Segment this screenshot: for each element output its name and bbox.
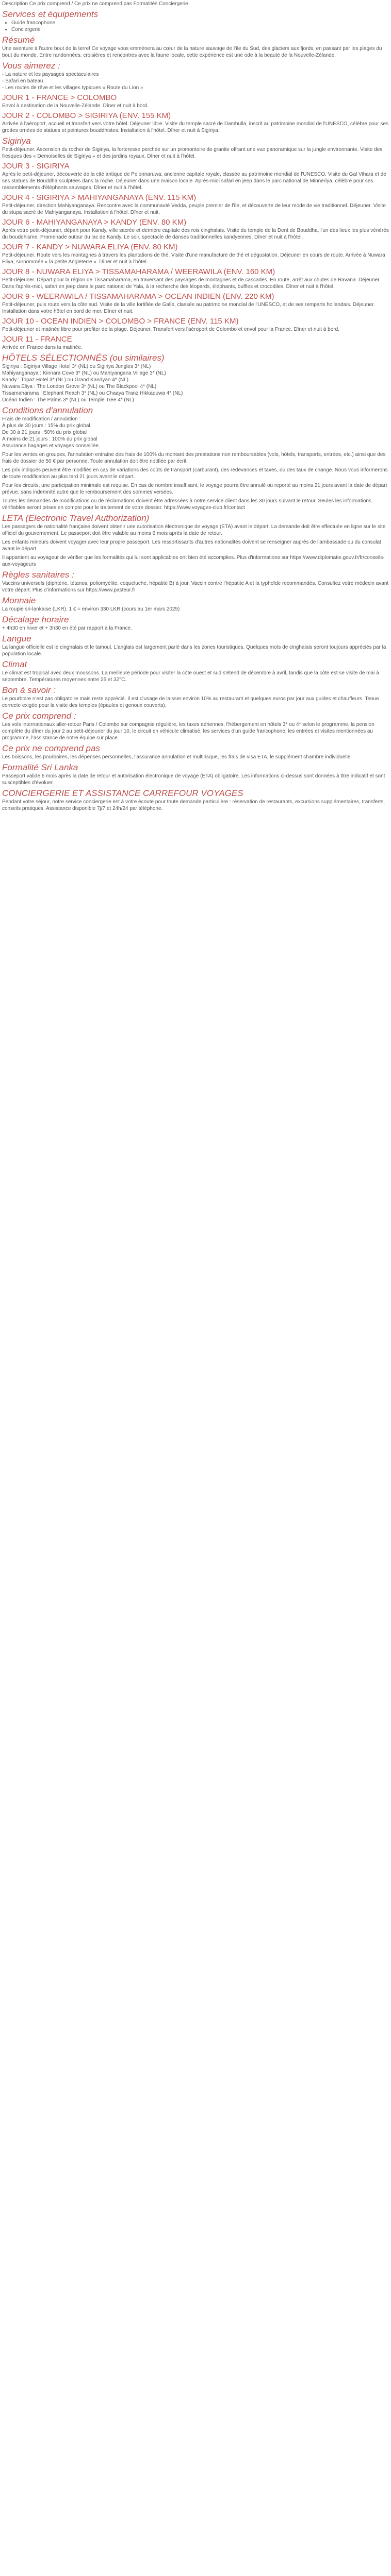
section-heading: Décalage horaire [2,615,69,624]
paragraph: Il appartient au voyageur de vérifier que les formalités qui lui sont applicables ont bien été accomplies. Plus d'informations sur https://www.diplomatie.gouv.fr/fr/conseils-aux-voyageurs [2,555,385,567]
paragraph: Passeport valide 6 mois après la date de retour et autorisation électronique de voyage (ETA) obligatoire. Les informations ci-dessus sont données à titre indicatif et sont susceptibles d'évoluer. [2,773,385,786]
day-heading: JOUR 4 - SIGIRIYA > MAHIYANGANAYA (ENV. 115 KM) [2,193,197,202]
paragraph: Petit-déjeuner et matinée libre pour profiter de la plage. Déjeuner. Transfert vers l'aéroport de Colombo et envol pour la France. Dîner et nuit à bord. [2,327,339,332]
paragraph: Petit-déjeuner. Départ pour la région de Tissamaharama, en traversant des paysages de montagnes et de cascades. En route, arrêt aux chutes de Ravana. Déjeuner. Dans l'après-midi, safari en jeep dans le parc national de Yala, à la recherche des léopards, éléphants, buffles et crocodiles. Dîner et nuit à l'hôtel. [2,277,381,290]
list-item: • Guide francophone [11,20,389,26]
paragraph: Une aventure à l'autre bout de la terre! Ce voyage vous emmènera au cœur de la nature sauvage de l'île du Sud, des glaciers aux fjords, en passant par les plages du bout du monde. Entre randonnées, croisières et rencontres avec la faune locale, cette expérience est une ode à la beauté de la Nouvelle-Zélande. [2,46,382,58]
paragraph: Petit-déjeuner, puis route vers la côte sud. Visite de la ville fortifiée de Galle, classée au patrimoine mondial de l'UNESCO, et de ses remparts hollandais. Déjeuner. Installation dans votre hôtel en bord de mer. Dîner et nuit. [2,302,375,314]
list-item: • Conciergerie [11,26,389,33]
section-heading: Bon à savoir : [2,685,56,695]
paragraph: La roupie sri-lankaise (LKR). 1 € = environ 330 LKR (cours au 1er mars 2025) [2,606,180,612]
section-heading: Sigiriya [2,136,31,146]
section-heading: Climat [2,659,27,669]
section-heading: Vous aimerez : [2,61,60,71]
section-heading: Résumé [2,35,35,45]
section-heading: CONCIERGERIE ET ASSISTANCE CARREFOUR VOYAGES [2,788,243,798]
paragraph: Petit-déjeuner. Ascension du rocher de Sigiriya, la forteresse perchée sur un promontoire de granite offrant une vue panoramique sur la jungle environnante. Visite des fresques des « Demoiselles de Sigiriya » et des jardins royaux. Dîner et nuit à l'hôtel. [2,147,383,159]
day-heading: JOUR 6 - MAHIYANGANAYA > KANDY (ENV. 80 KM) [2,218,187,227]
day-heading: JOUR 3 - SIGIRIYA [2,162,70,171]
section-heading: LETA (Electronic Travel Authorization) [2,513,150,523]
paragraph: Arrivée en France dans la matinée. [2,345,83,350]
day-heading: JOUR 2 - COLOMBO > SIGIRIYA (ENV. 155 KM) [2,111,171,120]
section-heading: Règles sanitaires : [2,570,74,580]
paragraph: Après le petit-déjeuner, découverte de la cité antique de Polonnaruwa, ancienne capitale royale, classée au patrimoine mondial de l'UNESCO. Visite du Gal Vihara et de ses statues de Bouddha sculptées dans la roche. Déjeuner dans une maison locale. Après-midi safari en jeep dans le parc national de Minneriya, célèbre pour ses rassemblements d'éléphants sauvages. Dîner et nuit à l'hôtel. [2,172,386,191]
main-content [2,9,389,812]
day-heading: JOUR 11 - FRANCE [2,335,72,344]
section-heading: Monnaie [2,596,36,605]
bullet-list [2,20,389,33]
paragraph: Le climat est tropical avec deux moussons. La meilleure période pour visiter la côte ouest et sud s'étend de décembre à avril, tandis que la côte est se visite de mai à septembre. Températures moyennes entre 25 et 32°C. [2,670,379,683]
paragraph: + 4h30 en hiver et + 3h30 en été par rapport à la France. [2,625,132,631]
section-heading: Conditions d'annulation [2,405,93,415]
day-heading: JOUR 7 - KANDY > NUWARA ELIYA (ENV. 80 KM) [2,243,178,251]
paragraph: Après votre petit-déjeuner, départ pour Kandy, ville sacrée et dernière capitale des rois cinghalais. Visite du temple de la Dent de Bouddha, l'un des lieux les plus vénérés du bouddhisme. Promenade autour du lac de Kandy. Le soir, spectacle de danses traditionnelles kandyennes. Dîner et nuit à l'hôtel. [2,228,389,240]
paragraph: Toutes les demandes de modifications ou de réclamations doivent être adressées à notre service client dans les 30 jours suivant le retour. Seules les informations vérifiables seront prises en compte pour le traitement de votre dossier. https://www.voyages-club.fr/contact [2,498,371,511]
paragraph: Le pourboire n'est pas obligatoire mais reste apprécié. Il est d'usage de laisser environ 10% au restaurant et quelques euros par jour aux guides et chauffeurs. Tenue correcte exigée pour la visite des temples (épaules et genoux couverts). [2,696,379,708]
paragraph: Envol à destination de la Nouvelle-Zélande. Dîner et nuit à bord. [2,103,149,109]
paragraph: Vaccins universels (diphtérie, tétanos, poliomyélite, coqueluche, hépatite B) à jour. Vaccin contre l'hépatite A et la typhoïde recommandés. Consultez votre médecin avant votre départ. Plus d'informations sur https://www.pasteur.fr [2,581,389,593]
section-heading: Formalité Sri Lanka [2,762,78,772]
paragraph: La langue officielle est le cinghalais et le tamoul. L'anglais est largement parlé dans les zones touristiques. Quelques mots de cinghalais seront toujours appréciés par la population locale. [2,645,386,657]
paragraph: Les enfants mineurs doivent voyager avec leur propre passeport. Les ressortissants d'autres nationalités doivent se renseigner auprès de l'ambassade ou du consulat avant le départ. [2,539,381,552]
paragraph: Petit-déjeuner, direction Mahiyanganaya. Rencontre avec la communauté Vedda, peuple premier de l'île, et découverte de leur mode de vie traditionnel. Déjeuner. Visite du stupa sacré de Mahiyanganaya. Installation à l'hôtel. Dîner et nuit. [2,203,386,215]
day-heading: JOUR 1 - FRANCE > COLOMBO [2,93,117,102]
day-heading: JOUR 8 - NUWARA ELIYA > TISSAMAHARAMA / WEERAWILA (ENV. 160 KM) [2,267,275,276]
paragraph: Les prix indiqués peuvent être modifiés en cas de variations des coûts de transport (carburant), des redevances et taxes, ou des taux de change. Nous vous informerons de toute modification au plus tard 21 jours avant le départ. [2,467,388,480]
paragraph: Pour les circuits, une participation minimale est requise. En cas de nombre insuffisant, le voyage pourra être annulé ou reporté au moins 21 jours avant la date de départ prévue, sans indemnité autre que le remboursement des sommes versées. [2,483,387,495]
day-heading: JOUR 9 - WEERAWILA / TISSAMAHARAMA > OCEAN INDIEN (ENV. 220 KM) [2,292,274,301]
paragraph: Arrivée à l'aéroport, accueil et transfert vers votre hôtel. Déjeuner libre. Visite du temple sacré de Dambulla, inscrit au patrimoine mondial de l'UNESCO, célèbre pour ses grottes ornées de statues et peintures bouddhistes. Installation à l'hôtel. Dîner et nuit à Sigiriya. [2,121,388,133]
section-heading: Services et équipements [2,9,99,19]
section-heading: Ce prix comprend : [2,711,76,721]
paragraph: Les passagers de nationalité française doivent obtenir une autorisation électronique de voyage (ETA) avant le départ. La demande doit être effectuée en ligne sur le site officiel du gouvernement. Le passeport doit être valable au moins 6 mois après la date de retour. [2,524,386,536]
paragraph: - La nature et les paysages spectaculaires - Safari en bateau - Les routes de rêve et les villages typiques « Route du Lion » [2,72,143,91]
section-heading: HÔTELS SÉLECTIONNÉS (ou similaires) [2,353,165,363]
paragraph: Sigiriya : Sigiriya Village Hotel 3* (NL) ou Sigiriya Jungles 3* (NL) Mahiyanganaya : Kinnara Cove 3* (NL) ou Mahiyangana Village 3* (NL) Kandy : Topaz Hotel 3* (NL) ou Grand Kandyan 4* (NL) Nuwara Eliya : The London Grove 3* (NL) ou The Blackpool 4* (NL) Tissamaharama : Elephant Reach 3* (NL) ou Chaaya Tranz Hikkaduwa 4* (NL) Océan Indien : The Palms 3* (NL) ou Temple Tree 4* (NL) [2,364,183,403]
section-heading: Ce prix ne comprend pas [2,743,100,753]
tab-description-bar: Description Ce prix comprend / Ce prix ne comprend pas Formalités Conciergerie [2,1,188,7]
paragraph: Les boissons, les pourboires, les dépenses personnelles, l'assurance annulation et multirisque, les frais de visa ETA, le supplément chambre individuelle. [2,754,352,760]
paragraph: Pendant votre séjour, notre service conciergerie est à votre écoute pour toute demande particulière : réservation de restaurants, excursions supplémentaires, transferts, conseils pratiques. Assistance disponible 7j/7 et 24h/24 par téléphone. [2,799,385,811]
paragraph: Frais de modification / annulation : À plus de 30 jours : 15% du prix global De 30 à 21 jours : 50% du prix global À moins de 21 jours : 100% du prix global Assurance bagages et voyages conseillée. [2,416,100,449]
day-heading: JOUR 10 - OCEAN INDIEN > COLOMBO > FRANCE (ENV. 115 KM) [2,317,239,326]
paragraph: Les vols internationaux aller-retour Paris / Colombo sur compagnie régulière, les taxes aériennes, l'hébergement en hôtels 3* ou 4* selon le programme, la pension complète du dîner du jour 2 au petit-déjeuner du jour 10, le circuit en véhicule climatisé, les services d'un guide francophone, les entrées et visites mentionnées au programme, l'assistance de notre équipe sur place. [2,722,374,741]
paragraph: Pour les ventes en groupes, l'annulation entraîne des frais de 100% du montant des prestations non remboursables (vols, hôtels, transports, entrées, etc.) ainsi que des frais de dossier de 50 € par personne. Toute annulation doit être notifiée par écrit. [2,452,386,464]
section-heading: Langue [2,634,31,643]
paragraph: Petit-déjeuner. Route vers les montagnes à travers les plantations de thé. Visite d'une manufacture de thé et dégustation. Déjeuner en cours de route. Arrivée à Nuwara Eliya, surnommée « la petite Angleterre ». Dîner et nuit à l'hôtel. [2,252,385,265]
